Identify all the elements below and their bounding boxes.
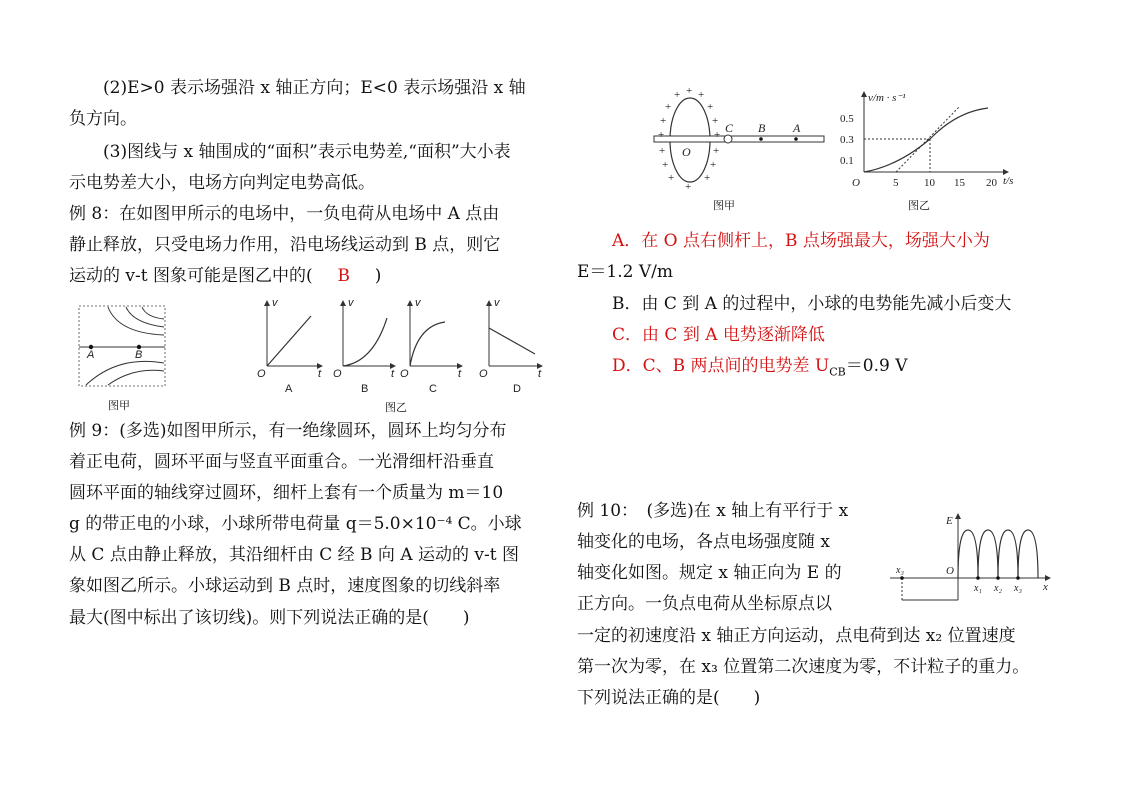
svg-text:15: 15 <box>954 177 965 189</box>
svg-text:+: + <box>674 89 681 101</box>
svg-text:t: t <box>391 368 395 380</box>
figure-9-vt-graph <box>838 88 1028 193</box>
svg-text:x₂: x₂ <box>994 583 1002 594</box>
svg-text:x₁: x₁ <box>974 583 982 594</box>
svg-text:t: t <box>458 368 462 380</box>
example-9-text: 圆环平面的轴线穿过圆环，细杆上套有一个质量为 m＝10 <box>69 483 504 503</box>
svg-text:+: + <box>704 172 711 184</box>
svg-text:O: O <box>400 368 409 380</box>
svg-text:+: + <box>714 129 721 141</box>
figure-8-caption-yi: 图乙 <box>385 402 407 414</box>
example-8-question <box>69 261 381 292</box>
example-9-text: 着正电荷，圆环平面与竖直平面重合。一光滑细杆沿垂直 <box>69 452 494 472</box>
svg-text:5: 5 <box>893 177 899 189</box>
svg-text:+: + <box>660 115 667 127</box>
x3-left-label: x₃ <box>896 565 904 576</box>
svg-text:t: t <box>538 368 542 380</box>
answer-mark: B <box>337 266 350 286</box>
example-9-text: 象如图乙所示。小球运动到 B 点时，速度图象的切线斜率 <box>69 576 501 596</box>
svg-text:+: + <box>658 129 665 141</box>
svg-text:+: + <box>685 181 692 193</box>
svg-text:v: v <box>415 297 421 309</box>
example-8-text: 静止释放，只受电场力作用，沿电场线运动到 B 点，则它 <box>69 235 501 255</box>
point-b-label: B <box>758 121 766 135</box>
svg-text:+: + <box>668 172 675 184</box>
svg-text:+: + <box>712 115 719 127</box>
svg-text:O: O <box>852 177 860 189</box>
figure-8-vt-graphs <box>255 296 550 396</box>
graph-option-b <box>333 297 395 395</box>
figure-9-ring <box>648 86 828 194</box>
svg-text:O: O <box>257 368 266 380</box>
svg-text:+: + <box>662 159 669 171</box>
y-axis-label: v/m · s⁻¹ <box>868 92 906 104</box>
figure-8-field-lines <box>78 305 168 390</box>
svg-text:B: B <box>361 383 369 395</box>
svg-text:O: O <box>333 368 342 380</box>
example-10-text: 轴变化的电场，各点电场强度随 x <box>577 532 830 552</box>
question-paren: ) <box>374 266 382 286</box>
svg-text:D: D <box>513 383 521 395</box>
svg-text:+: + <box>659 145 666 157</box>
svg-text:0.1: 0.1 <box>840 155 854 167</box>
question-text: 运动的 v-t 图象可能是图乙中的( <box>69 266 313 286</box>
example-10-text: 第一次为零，在 x₃ 位置第二次速度为零，不计粒子的重力。 <box>577 657 1030 677</box>
point-a-label: A <box>793 121 801 135</box>
svg-text:v: v <box>494 297 500 309</box>
svg-text:O: O <box>479 368 488 380</box>
origin-label: O <box>946 565 954 577</box>
text-line: (2)E>0 表示场强沿 x 轴正方向；E<0 表示场强沿 x 轴 <box>103 78 526 98</box>
text-line: (3)图线与 x 轴围成的“面积”表示电势差,“面积”大小表 <box>103 142 511 162</box>
option-b: B．由 C 到 A 的过程中，小球的电势能先减小后变大 <box>612 294 1012 314</box>
option-d-subscript: CB <box>829 365 846 379</box>
svg-text:+: + <box>707 101 714 113</box>
svg-text:+: + <box>665 101 672 113</box>
option-a: A．在 O 点右侧杆上，B 点场强最大，场强大小为 <box>612 231 990 251</box>
svg-text:C: C <box>429 383 437 395</box>
example-9-text: 例 9：(多选)如图甲所示，有一绝缘圆环，圆环上均匀分布 <box>69 421 507 441</box>
graph-option-a <box>257 297 322 395</box>
svg-text:v: v <box>272 297 278 309</box>
svg-text:+: + <box>713 145 720 157</box>
option-c: C．由 C 到 A 电势逐渐降低 <box>612 325 825 345</box>
e-axis-label: E <box>946 515 953 527</box>
svg-text:0.3: 0.3 <box>840 134 854 146</box>
example-9-text: g 的带正电的小球，小球所带电荷量 q＝5.0×10⁻⁴ C。小球 <box>69 514 522 534</box>
point-b-label: B <box>135 349 143 361</box>
svg-text:+: + <box>710 159 717 171</box>
svg-text:A: A <box>285 383 293 395</box>
graph-option-c <box>400 297 462 395</box>
x-axis-label: x <box>1043 581 1048 593</box>
x-axis-label: t/s <box>1003 175 1014 187</box>
example-10-text: 正方向。一负点电荷从坐标原点以 <box>577 594 832 614</box>
svg-text:10: 10 <box>924 177 935 189</box>
figure-9-caption-jia: 图甲 <box>713 200 735 212</box>
option-a-continued: E＝1.2 V/m <box>577 262 673 282</box>
svg-text:t: t <box>318 368 322 380</box>
option-d-text: D．C、B 两点间的电势差 U <box>612 356 830 376</box>
example-9-text: 从 C 点由静止释放，其沿细杆由 C 经 B 向 A 运动的 v-t 图 <box>69 545 520 565</box>
figure-8-caption-jia: 图甲 <box>108 400 130 412</box>
figure-9-caption-yi: 图乙 <box>908 200 930 212</box>
point-c-label: C <box>725 121 734 135</box>
svg-text:20: 20 <box>986 177 997 189</box>
example-10-text: 例 10： (多选)在 x 轴上有平行于 x <box>577 501 849 521</box>
text-line: 负方向。 <box>69 109 137 129</box>
option-d <box>612 351 907 387</box>
example-8-text: 例 8：在如图甲所示的电场中，一负电荷从电场中 A 点由 <box>69 204 500 224</box>
svg-text:0.5: 0.5 <box>840 113 854 125</box>
example-10-text: 一定的初速度沿 x 轴正方向运动，点电荷到达 x₂ 位置速度 <box>577 626 1016 646</box>
svg-text:+: + <box>698 89 705 101</box>
figure-10-ex-graph <box>888 510 1058 605</box>
ring-center-label: O <box>682 145 691 159</box>
svg-text:+: + <box>686 86 693 97</box>
example-10-text: 轴变化如图。规定 x 轴正向为 E 的 <box>577 563 842 583</box>
svg-text:v: v <box>348 297 354 309</box>
point-a-label: A <box>87 349 95 361</box>
graph-option-d <box>479 297 542 395</box>
example-9-question: 最大(图中标出了该切线)。则下列说法正确的是( ) <box>69 608 470 628</box>
svg-text:x₃: x₃ <box>1014 583 1022 594</box>
example-10-question: 下列说法正确的是( ) <box>577 688 761 708</box>
text-line: 示电势差大小，电场方向判定电势高低。 <box>69 173 375 193</box>
option-d-value: ＝0.9 V <box>845 356 908 376</box>
